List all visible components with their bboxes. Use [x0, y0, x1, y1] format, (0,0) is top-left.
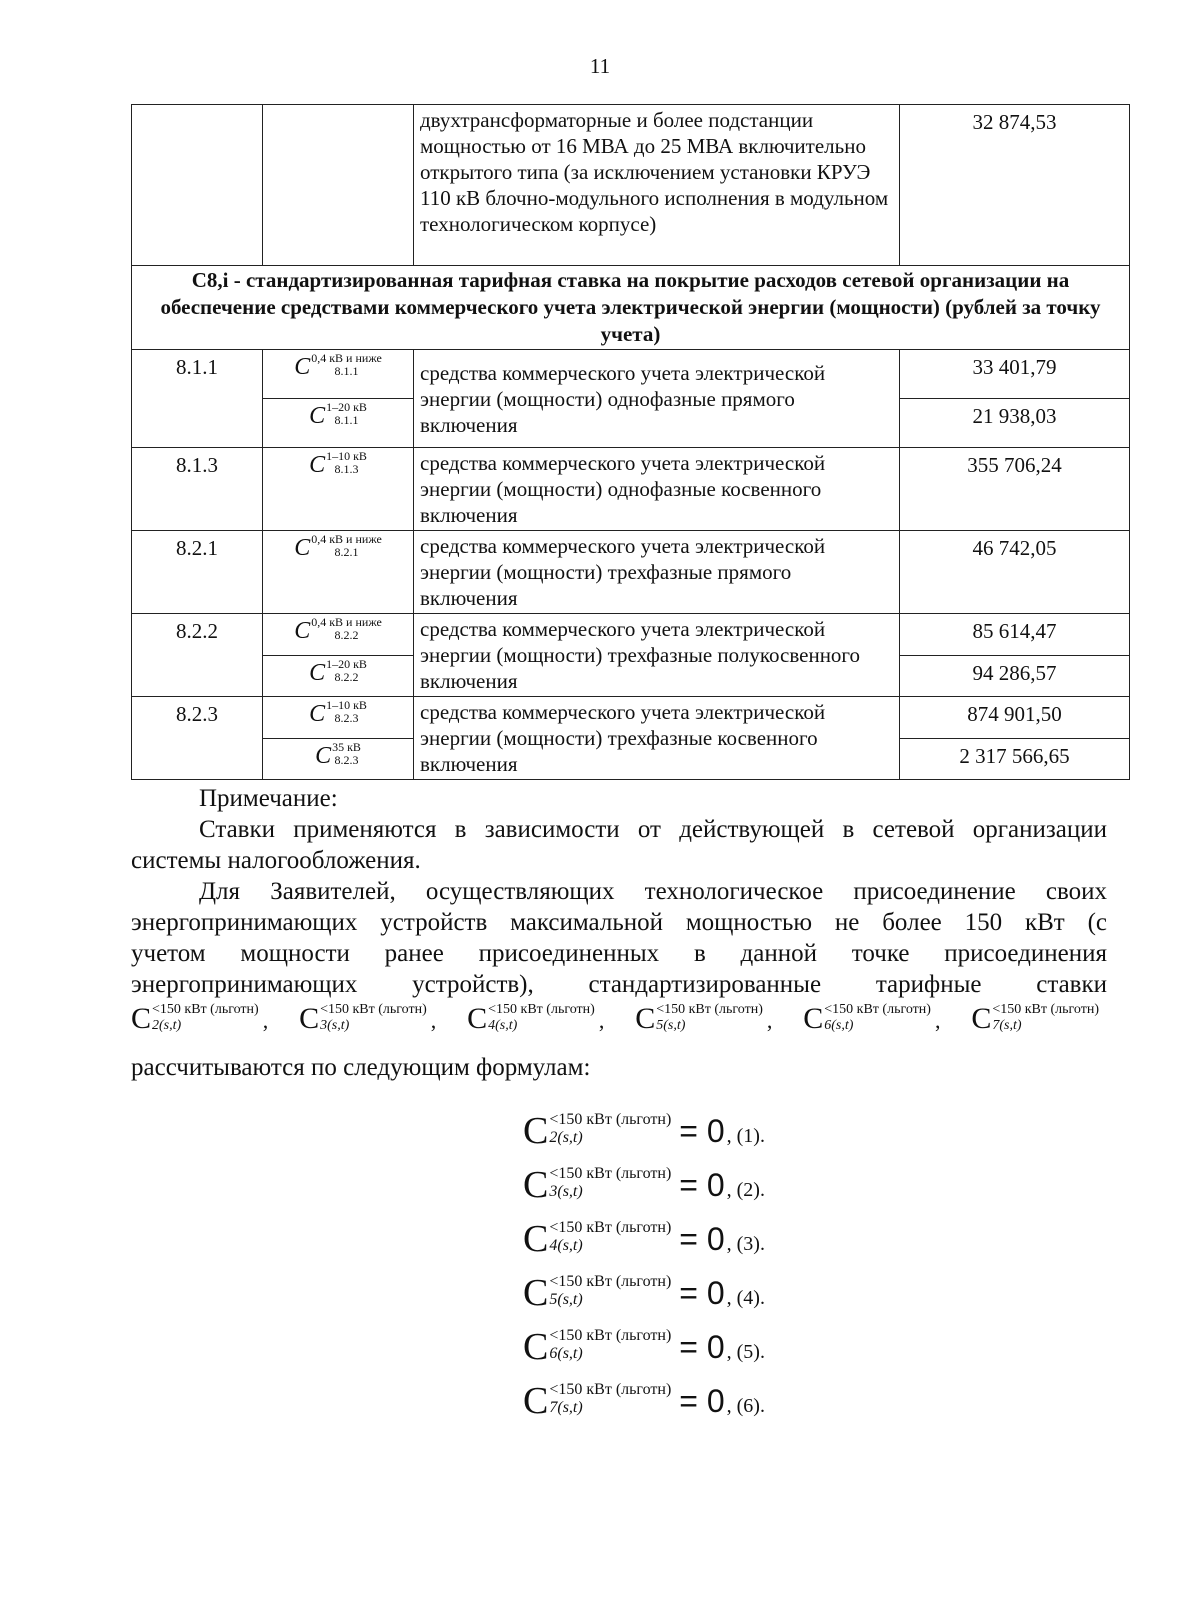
row-description: средства коммерческого учета электрической энергии (мощности) трехфазные косвенного включения: [414, 697, 900, 780]
notes-paragraph-2-line: Для Заявителей, осуществляющих технологическое присоединение своих: [199, 878, 1107, 905]
rate-symbol: C <150 кВт (льготн) 4(s,t) ,: [467, 1002, 605, 1035]
section-header: С8,i - стандартизированная тарифная ставка на покрытие расходов сетевой организации на обеспечение средствами коммерческого учета электрической энергии (мощности) (рублей за точку учета): [132, 266, 1130, 350]
table-row: [132, 350, 1130, 399]
row-description: двухтрансформаторные и более подстанции мощностью от 16 МВА до 25 МВА включительно открытого типа (за исключением установки КРУЭ 110 кВ блочно-модульного исполнения в модульном технологическом корпусе): [414, 105, 900, 266]
rate-symbol: C 1–10 кВ 8.2.3: [263, 697, 414, 739]
row-code: 8.1.1: [132, 350, 263, 448]
row-value: 85 614,47: [900, 614, 1130, 656]
formulas-block: [523, 1104, 943, 1428]
row-description: средства коммерческого учета электрической энергии (мощности) однофазные прямого включения: [414, 350, 900, 448]
rate-symbol: C <150 кВт (льготн) 3(s,t) ,: [299, 1002, 437, 1035]
rate-symbol: C <150 кВт (льготн) 6(s,t) ,: [803, 1002, 941, 1035]
notes-section: [131, 783, 1107, 1083]
row-value: 2 317 566,65: [900, 738, 1130, 780]
formula-number: , (6).: [726, 1394, 765, 1417]
formula: C <150 кВт (льготн) 7(s,t) = 0 , (6).: [523, 1380, 765, 1422]
table-row: [132, 105, 1130, 266]
formula: C <150 кВт (льготн) 6(s,t) = 0 , (5).: [523, 1326, 765, 1368]
notes-paragraph-2-end: рассчитываются по следующим формулам:: [131, 1054, 591, 1081]
row-value: 94 286,57: [900, 655, 1130, 697]
row-value: 21 938,03: [900, 399, 1130, 448]
notes-paragraph-1: Ставки применяются в зависимости от действующей в сетевой организации системы налогообложения.: [131, 816, 1107, 874]
rate-symbol: C 0,4 кВ и ниже 8.2.1: [263, 531, 414, 614]
row-code: 8.2.3: [132, 697, 263, 780]
row-value: 355 706,24: [900, 448, 1130, 531]
row-value: 33 401,79: [900, 350, 1130, 399]
row-code: [132, 105, 263, 266]
rate-symbol: C 0,4 кВ и ниже 8.2.2: [263, 614, 414, 656]
notes-paragraph-2-line: учетом мощности ранее присоединенных в данной точке присоединения: [131, 940, 1107, 967]
formula-equals: = 0: [679, 1166, 725, 1203]
row-code: 8.2.2: [132, 614, 263, 697]
row-symbol: [263, 105, 414, 266]
formula-number: , (4).: [726, 1286, 765, 1309]
formula: C <150 кВт (льготн) 2(s,t) = 0 , (1).: [523, 1110, 765, 1152]
row-description: средства коммерческого учета электрической энергии (мощности) трехфазные прямого включения: [414, 531, 900, 614]
rate-symbol: C 0,4 кВ и ниже 8.1.1: [263, 350, 414, 399]
formula-equals: = 0: [679, 1112, 725, 1149]
table-row: [132, 448, 1130, 531]
row-value: 32 874,53: [900, 105, 1130, 266]
formula-number: , (5).: [726, 1340, 765, 1363]
formula-equals: = 0: [679, 1274, 725, 1311]
formula: C <150 кВт (льготн) 5(s,t) = 0 , (4).: [523, 1272, 765, 1314]
row-code: 8.2.1: [132, 531, 263, 614]
formula-equals: = 0: [679, 1382, 725, 1419]
rate-symbol: C <150 кВт (льготн) 2(s,t) ,: [131, 1002, 269, 1035]
rate-symbol: C <150 кВт (льготн) 7(s,t): [971, 1002, 1099, 1035]
row-description: средства коммерческого учета электрической энергии (мощности) трехфазные полукосвенного включения: [414, 614, 900, 697]
notes-paragraph-2-line: энергопринимающих устройств максимальной мощностью не более 150 кВт (с: [131, 909, 1107, 936]
formula-number: , (3).: [726, 1232, 765, 1255]
rate-symbol: C 35 кВ 8.2.3: [263, 738, 414, 780]
formula-equals: = 0: [679, 1328, 725, 1365]
row-description: средства коммерческого учета электрической энергии (мощности) однофазные косвенного включения: [414, 448, 900, 531]
formula-number: , (2).: [726, 1178, 765, 1201]
section-header-row: [132, 266, 1130, 350]
rate-symbols-list: [131, 1002, 1099, 1046]
rate-symbol: C 1–10 кВ 8.1.3: [263, 448, 414, 531]
row-value: 46 742,05: [900, 531, 1130, 614]
formula: C <150 кВт (льготн) 4(s,t) = 0 , (3).: [523, 1218, 765, 1260]
row-code: 8.1.3: [132, 448, 263, 531]
tariff-table: [131, 104, 1130, 780]
rate-symbol: C <150 кВт (льготн) 5(s,t) ,: [635, 1002, 773, 1035]
formula-number: , (1).: [726, 1124, 765, 1147]
table-row: [132, 531, 1130, 614]
row-value: 874 901,50: [900, 697, 1130, 739]
notes-title: Примечание:: [199, 785, 338, 812]
page-number: 11: [589, 54, 611, 78]
rate-symbol: C 1–20 кВ 8.1.1: [263, 399, 414, 448]
formula: C <150 кВт (льготн) 3(s,t) = 0 , (2).: [523, 1164, 765, 1206]
table-row: [132, 614, 1130, 656]
table-row: [132, 697, 1130, 739]
formula-equals: = 0: [679, 1220, 725, 1257]
rate-symbol: C 1–20 кВ 8.2.2: [263, 655, 414, 697]
notes-paragraph-2-line: энергопринимающих устройств), стандартизированные тарифные ставки: [131, 971, 1107, 998]
